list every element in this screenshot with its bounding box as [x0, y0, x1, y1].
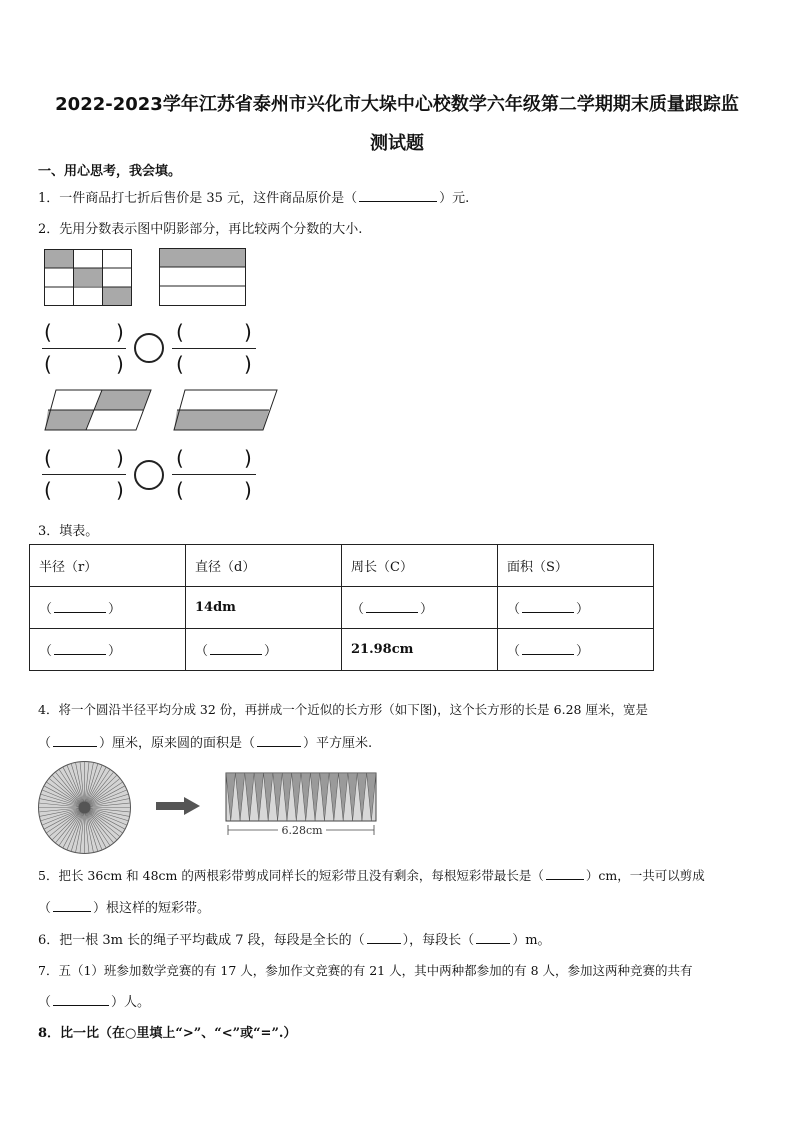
- q1-text-b: ）元.: [439, 191, 470, 206]
- q4-text-b: ）厘米，原来圆的面积是（: [99, 736, 256, 751]
- shaded-part: [174, 410, 269, 430]
- q4-text-a: （: [38, 736, 52, 751]
- question-7-line2: [38, 991, 150, 1010]
- paren: ): [244, 352, 252, 376]
- paren: （: [507, 644, 521, 659]
- question-5-line1: [38, 866, 705, 884]
- fraction-bar: [42, 474, 126, 475]
- q6-text-c: ）m。: [512, 933, 551, 948]
- shaded-part: [94, 390, 151, 410]
- paren: (: [176, 446, 184, 470]
- question-8: 8．比一比（在○里填上“>”、“<”或“=”.）: [38, 1026, 297, 1041]
- circle-center: [79, 802, 91, 814]
- shaded-cell: [103, 287, 131, 305]
- paren: (: [176, 320, 184, 344]
- paren: （: [39, 644, 53, 659]
- answer-blank[interactable]: [522, 642, 574, 655]
- answer-cell[interactable]: [30, 587, 186, 629]
- q6-text-a: 6．把一根 3m 长的绳子平均截成 7 段，每段是全长的（: [38, 933, 365, 948]
- question-4-line2: [38, 732, 372, 751]
- table-cell: 21.98cm: [342, 629, 498, 671]
- answer-blank[interactable]: [366, 600, 418, 613]
- q1-text-a: 1．一件商品打七折后售价是 35 元，这件商品原价是（: [38, 191, 358, 206]
- paren: ): [116, 320, 124, 344]
- page-title-line2: 测试题: [370, 133, 424, 154]
- shaded-row: [160, 249, 245, 267]
- fraction-bar: [172, 348, 256, 349]
- table-cell: 14dm: [186, 587, 342, 629]
- answer-cell[interactable]: [342, 587, 498, 629]
- q4-text-c: ）平方厘米.: [303, 736, 373, 751]
- shaded-part: [45, 410, 94, 430]
- q5-text-a: 5．把长 36cm 和 48cm 的两根彩带剪成同样长的短彩带且没有剩余，每根短彩带最长是（: [38, 868, 544, 883]
- shaded-cell: [45, 250, 73, 268]
- paren: ）: [576, 644, 590, 659]
- paren: (: [44, 352, 52, 376]
- answer-cell[interactable]: [30, 629, 186, 671]
- paren: (: [44, 446, 52, 470]
- parallelogram-figure-4: [44, 389, 154, 433]
- answer-blank[interactable]: [54, 642, 106, 655]
- q5-count-blank[interactable]: [53, 899, 91, 912]
- paren: ）: [576, 602, 590, 617]
- paren: ): [116, 446, 124, 470]
- answer-cell[interactable]: [186, 629, 342, 671]
- paren: ): [244, 446, 252, 470]
- paren: ): [116, 478, 124, 502]
- q5-text-c: （: [38, 901, 52, 916]
- answer-blank[interactable]: [54, 600, 106, 613]
- compare-circle[interactable]: [134, 460, 164, 490]
- fraction-bar: [172, 474, 256, 475]
- q6-text-b: ），每段长（: [402, 933, 475, 948]
- paren: (: [176, 352, 184, 376]
- question-6: [38, 929, 551, 948]
- answer-blank[interactable]: [210, 642, 262, 655]
- parallelogram-figure-2: [173, 389, 279, 433]
- q7-text-a: （: [38, 995, 52, 1010]
- table-row: [30, 629, 654, 671]
- table-header: 直径（d）: [186, 545, 342, 587]
- question-2: 2．先用分数表示图中阴影部分，再比较两个分数的大小.: [38, 222, 363, 237]
- q6-fraction-blank[interactable]: [367, 931, 401, 944]
- question-4-line1: 4．将一个圆沿半径平均分成 32 份，再拼成一个近似的长方形（如下图)，这个长方形的长是 6.28 厘米，宽是: [38, 702, 648, 717]
- rectangle-length-label: 6.28cm: [281, 824, 323, 837]
- q5-length-blank[interactable]: [546, 867, 584, 880]
- answer-cell[interactable]: [498, 587, 654, 629]
- paren: ）: [108, 602, 122, 617]
- table-header-row: [30, 545, 654, 587]
- q7-text-b: ）人。: [111, 995, 151, 1010]
- page-title-line1: 2022-2023学年江苏省泰州市兴化市大垛中心校数学六年级第二学期期末质量跟踪监: [55, 94, 739, 115]
- q4-width-blank[interactable]: [53, 734, 97, 747]
- divided-circle-figure: [37, 760, 132, 855]
- table-row: [30, 587, 654, 629]
- fraction-bar: [42, 348, 126, 349]
- rows-figure-3: [159, 248, 247, 308]
- table-header: 半径（r）: [30, 545, 186, 587]
- paren: ): [244, 320, 252, 344]
- right-arrow-icon: [156, 796, 202, 816]
- paren: （: [39, 602, 53, 617]
- q5-text-b: ）cm，一共可以剪成: [585, 868, 705, 883]
- paren: （: [351, 602, 365, 617]
- grid-figure-3x3: [44, 249, 134, 307]
- paren: ）: [108, 644, 122, 659]
- answer-cell[interactable]: [498, 629, 654, 671]
- paren: (: [176, 478, 184, 502]
- table-header: 周长（C）: [342, 545, 498, 587]
- paren: ): [116, 352, 124, 376]
- question-7-line1: 7．五（1）班参加数学竞赛的有 17 人，参加作文竞赛的有 21 人，其中两种都参加的有 8 人，参加这两种竞赛的共有: [38, 963, 693, 978]
- paren: （: [195, 644, 209, 659]
- q6-length-blank[interactable]: [476, 931, 510, 944]
- paren: ）: [264, 644, 278, 659]
- q1-answer-blank[interactable]: [359, 189, 437, 202]
- shaded-cell: [74, 268, 102, 286]
- approx-rectangle-figure: [222, 772, 382, 842]
- q7-answer-blank[interactable]: [53, 993, 109, 1006]
- q5-text-d: ）根这样的短彩带。: [93, 901, 211, 916]
- paren: ）: [420, 602, 434, 617]
- table-header: 面积（S）: [498, 545, 654, 587]
- question-3: 3．填表。: [38, 524, 99, 539]
- paren: （: [507, 602, 521, 617]
- paren: ): [244, 478, 252, 502]
- paren: (: [44, 478, 52, 502]
- question-1: [38, 187, 469, 206]
- question-5-line2: [38, 897, 210, 916]
- compare-circle[interactable]: [134, 333, 164, 363]
- circle-fill-table: [29, 544, 654, 671]
- q4-area-blank[interactable]: [257, 734, 301, 747]
- answer-blank[interactable]: [522, 600, 574, 613]
- paren: (: [44, 320, 52, 344]
- section-heading: 一、用心思考，我会填。: [38, 164, 182, 179]
